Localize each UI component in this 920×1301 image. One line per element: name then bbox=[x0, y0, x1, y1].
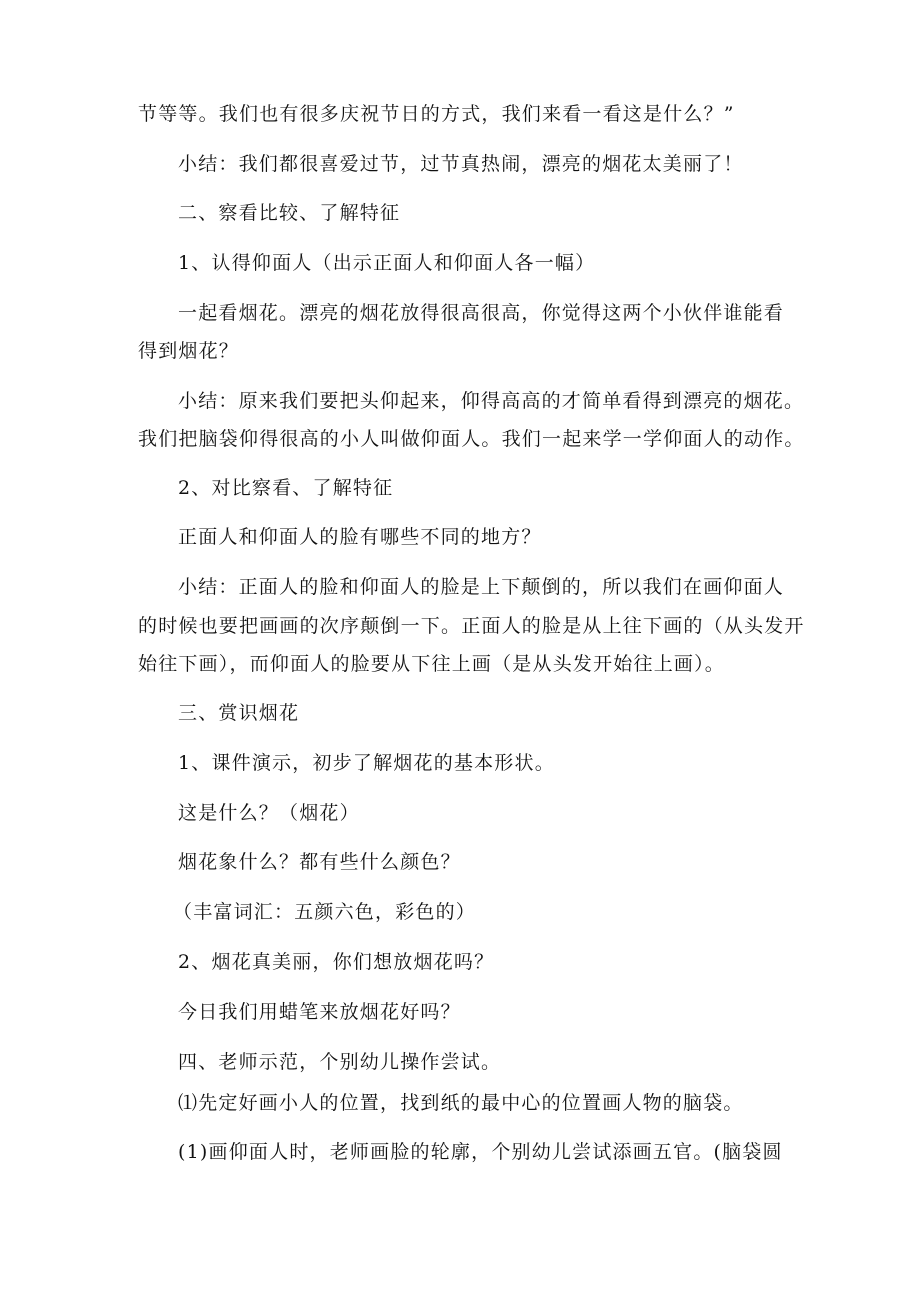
text-line: 始往下画），而仰面人的脸要从下往上画（是从头发开始往上画）。 bbox=[138, 653, 726, 675]
text-line: (1)画仰面人时，老师画脸的轮廓，个别幼儿尝试添画五官。(脑袋圆 bbox=[178, 1141, 783, 1163]
text-line: 2、烟花真美丽，你们想放烟花吗？ bbox=[178, 951, 495, 973]
text-line: 节等等。我们也有很多庆祝节日的方式，我们来看一看这是什么？” bbox=[138, 103, 735, 125]
text-line: ⑴先定好画小人的位置，找到纸的最中心的位置画人物的脑袋。 bbox=[178, 1092, 744, 1114]
section-heading: 三、赏识烟花 bbox=[178, 702, 300, 724]
section-heading: 2、对比察看、了解特征 bbox=[178, 477, 394, 499]
text-line: 一起看烟花。漂亮的烟花放得很高很高，你觉得这两个小伙伴谁能看 bbox=[178, 302, 785, 324]
text-line: 得到烟花？ bbox=[138, 340, 240, 362]
text-line: 小结：正面人的脸和仰面人的脸是上下颠倒的，所以我们在画仰面人 bbox=[178, 576, 785, 598]
text-line: 1、认得仰面人（出示正面人和仰面人各一幅） bbox=[178, 252, 596, 274]
text-line: （丰富词汇：五颜六色，彩色的） bbox=[173, 901, 477, 923]
text-line: 小结：我们都很喜爱过节，过节真热闹，漂亮的烟花太美丽了！ bbox=[178, 153, 744, 175]
text-line: 小结：原来我们要把头仰起来，仰得高高的才简单看得到漂亮的烟花。 bbox=[178, 390, 805, 412]
text-line: 这是什么？（烟花） bbox=[178, 802, 360, 824]
text-line: 1、课件演示，初步了解烟花的基本形状。 bbox=[178, 752, 555, 774]
text-line: 今日我们用蜡笔来放烟花好吗？ bbox=[178, 1001, 461, 1023]
text-line: 正面人和仰面人的脸有哪些不同的地方？ bbox=[178, 526, 542, 548]
text-line: 烟花象什么？都有些什么颜色？ bbox=[178, 851, 461, 873]
section-heading: 二、察看比较、了解特征 bbox=[178, 202, 401, 224]
text-line: 的时候也要把画画的次序颠倒一下。正面人的脸是从上往下画的（从头发开 bbox=[138, 615, 805, 637]
text-line: 我们把脑袋仰得很高的小人叫做仰面人。我们一起来学一学仰面人的动作。 bbox=[138, 428, 805, 450]
section-heading: 四、老师示范，个别幼儿操作尝试。 bbox=[178, 1051, 502, 1073]
